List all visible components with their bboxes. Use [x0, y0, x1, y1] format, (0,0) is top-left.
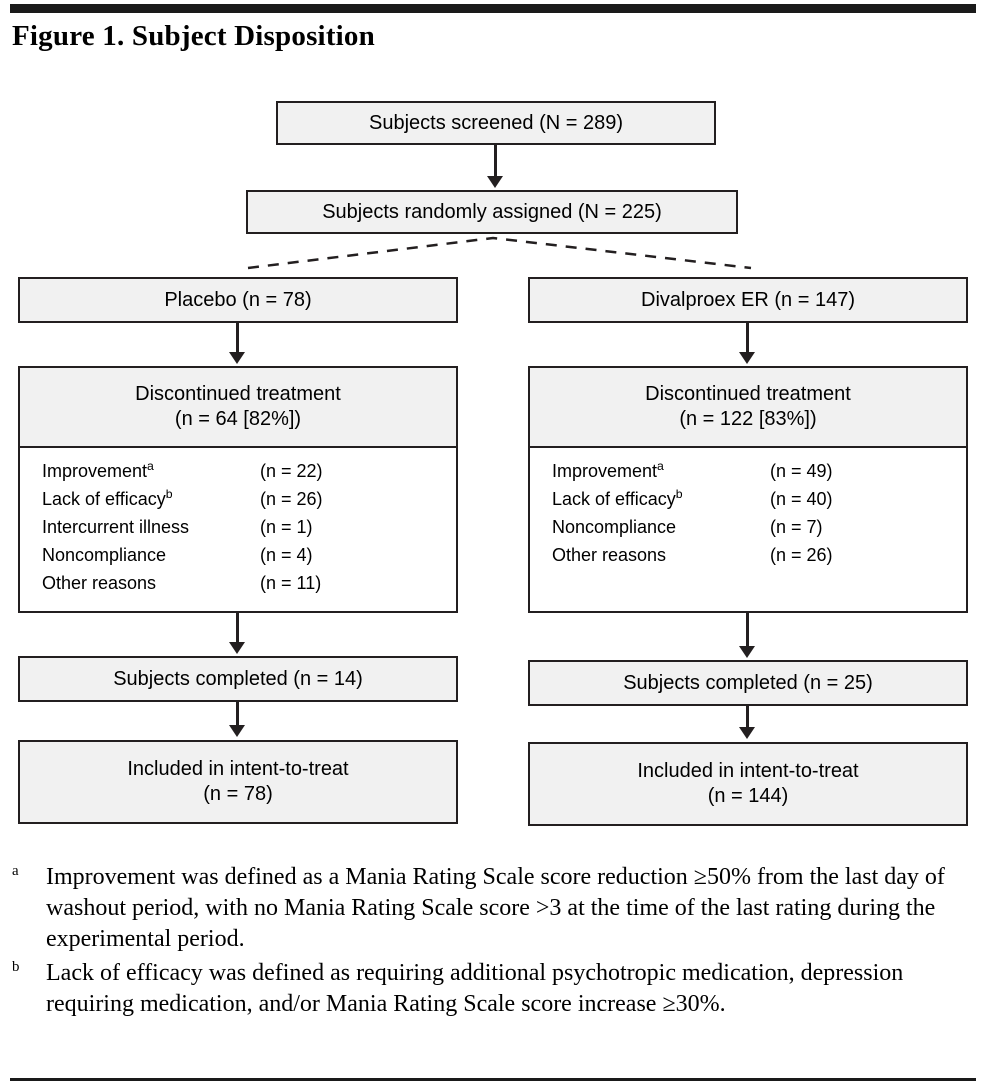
footnote-marker: b	[165, 486, 173, 501]
box-divalproex-discontinued-line1: Discontinued treatment	[645, 383, 851, 405]
reason-count: (n = 26)	[260, 488, 323, 509]
reason-label: Improvement$^a$	[42, 459, 154, 481]
footnote-a-text: Improvement was defined as a Mania Rating Scale score reduction ≥50% from the last day of washout period, with no Mania Rating Scale score >3 at the time of the last rating during the experimental period.	[46, 864, 945, 953]
reason-count: (n = 11)	[260, 572, 322, 593]
box-divalproex-header	[528, 277, 968, 323]
reason-count: (n = 7)	[770, 516, 823, 537]
arrowhead-placebo-completed-to-itt	[229, 725, 245, 737]
box-placebo-completed	[18, 656, 458, 702]
arrowhead-divalproex-completed-to-itt	[739, 727, 755, 739]
list-item	[20, 486, 456, 514]
reason-count: (n = 4)	[260, 544, 313, 565]
box-placebo-discontinued-line2: (n = 64 [82%])	[174, 408, 302, 430]
footnote-marker: a	[657, 459, 664, 473]
top-rule	[10, 4, 976, 13]
footnote-b-marker: b	[12, 958, 20, 975]
arrowhead-screened-to-randomized	[487, 176, 503, 188]
box-subjects-randomized-label: Subjects randomly assigned (N = 225)	[322, 200, 662, 223]
footnote-marker: a	[147, 459, 154, 473]
reason-label: Intercurrent illness	[42, 516, 190, 537]
reason-label: Lack of efficacy$^b$	[42, 486, 173, 509]
box-subjects-screened	[276, 101, 716, 145]
figure-footnotes	[12, 862, 974, 1022]
list-item	[530, 486, 966, 514]
reason-count: (n = 40)	[770, 488, 833, 509]
box-divalproex-itt	[528, 742, 968, 826]
arrowhead-placebo-disc-to-completed	[229, 642, 245, 654]
list-item	[530, 542, 966, 570]
footnote-b	[12, 958, 974, 1020]
connector-screened-to-randomized	[494, 145, 497, 179]
list-item	[530, 458, 966, 486]
reason-label: Improvement$^a$	[552, 459, 664, 481]
box-placebo-discontinued	[18, 366, 458, 448]
arrowhead-divalproex-header-to-disc	[739, 352, 755, 364]
connector-divalproex-disc-to-completed	[746, 613, 749, 649]
arrowhead-divalproex-disc-to-completed	[739, 646, 755, 658]
box-placebo-itt-line1: Included in intent-to-treat	[127, 758, 349, 780]
footnote-a-marker: a	[12, 863, 19, 879]
figure-title: Figure 1. Subject Disposition	[12, 20, 375, 52]
box-placebo-header-label: Placebo (n = 78)	[164, 288, 312, 311]
box-divalproex-completed-label: Subjects completed (n = 25)	[623, 671, 873, 694]
reason-count: (n = 26)	[770, 544, 833, 565]
connector-placebo-disc-to-completed	[236, 613, 239, 645]
footnote-marker: b	[675, 486, 683, 501]
box-subjects-randomized	[246, 190, 738, 234]
list-item	[20, 570, 456, 598]
box-divalproex-itt-line2: (n = 144)	[707, 785, 789, 807]
box-divalproex-discontinued-line2: (n = 122 [83%])	[679, 408, 817, 430]
box-placebo-itt	[18, 740, 458, 824]
arrowhead-placebo-header-to-disc	[229, 352, 245, 364]
placebo-reasons-list	[18, 448, 458, 613]
footnote-a	[12, 862, 974, 956]
divalproex-reasons-list	[528, 448, 968, 613]
list-item	[20, 542, 456, 570]
bottom-rule	[10, 1078, 976, 1081]
box-placebo-discontinued-line1: Discontinued treatment	[135, 383, 341, 405]
box-subjects-screened-label: Subjects screened (N = 289)	[368, 111, 624, 134]
box-divalproex-header-label: Divalproex ER (n = 147)	[641, 288, 855, 311]
box-divalproex-completed	[528, 660, 968, 706]
box-placebo-header	[18, 277, 458, 323]
reason-count: (n = 49)	[770, 461, 833, 481]
box-placebo-itt-line2: (n = 78)	[203, 783, 273, 805]
reason-label: Lack of efficacy$^b$	[552, 486, 683, 509]
connector-divalproex-header-to-disc	[746, 323, 749, 355]
reason-label: Noncompliance	[552, 516, 677, 537]
list-item	[20, 458, 456, 486]
footnote-b-text: Lack of efficacy was defined as requiring additional psychotropic medication, depression requiring medication, and/or Mania Rating Scale score increase ≥30%.	[46, 959, 904, 1017]
reason-count: (n = 22)	[260, 461, 323, 481]
reason-count: (n = 1)	[260, 516, 313, 537]
reason-label: Other reasons	[42, 572, 157, 593]
reason-label: Noncompliance	[42, 544, 167, 565]
box-divalproex-itt-line1: Included in intent-to-treat	[637, 760, 859, 782]
box-placebo-completed-label: Subjects completed (n = 14)	[113, 667, 363, 690]
reason-label: Other reasons	[552, 544, 667, 565]
list-item	[20, 514, 456, 542]
connector-placebo-header-to-disc	[236, 323, 239, 355]
list-item	[530, 514, 966, 542]
box-divalproex-discontinued	[528, 366, 968, 448]
